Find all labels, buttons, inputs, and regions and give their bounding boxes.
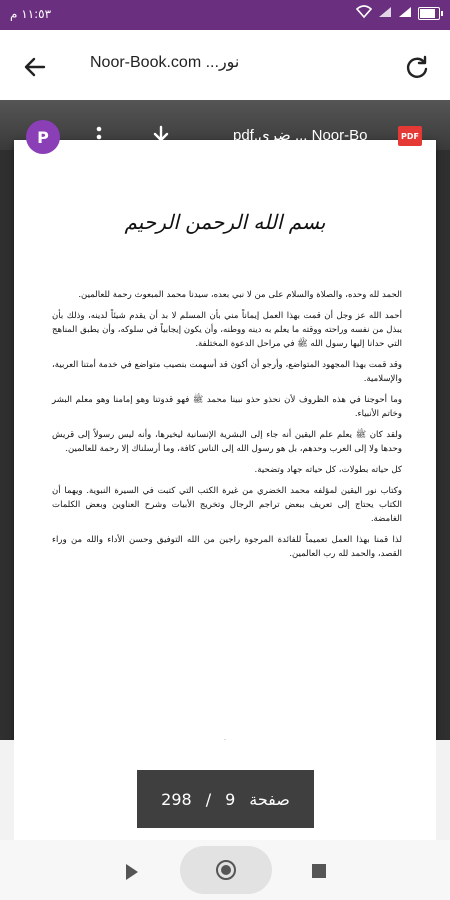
pdf-viewer[interactable]	[0, 100, 450, 840]
page-separator: /	[205, 789, 212, 809]
system-nav-bar	[0, 840, 450, 900]
basmala-heading: بسم الله الرحمن الرحيم	[124, 210, 326, 234]
signal-icon-2	[398, 6, 412, 21]
pdf-page[interactable]	[14, 140, 436, 832]
paragraph: لذا قمنا بهذا العمل تعميماً للفائدة المرجوة راجين من الله التوفيق وحسن الأداء والله من وراء القصد، والحمد لله رب العالمين.	[52, 535, 402, 559]
app-bar	[0, 30, 450, 100]
refresh-icon[interactable]	[402, 52, 432, 82]
status-icons	[356, 5, 440, 22]
paragraph: وقد قمت بهذا المجهود المتواضع، وأرجو أن أكون قد أسهمت بنصيب متواضع في خدمة أمتنا العربية، والإسلامية.	[52, 360, 402, 384]
nav-home-icon[interactable]	[214, 858, 238, 882]
paragraph: وكتاب نور اليقين لمؤلفه محمد الخضري من غيرة الكتب التي كتبت في السيرة النبوية. ويهما أن الكتاب يحتاج إلى تعريف ببعض تراجم الرجال وتخريج الأبيات وشرح العناوين وبعض الكلمات الغامضة.	[52, 486, 402, 524]
page-title: Noor-Book.com ...نور	[90, 54, 240, 71]
page-indicator	[137, 770, 314, 828]
page-current: 9	[225, 789, 236, 809]
battery-fill	[420, 9, 435, 18]
paragraph: ولقد كان ﷺ يعلم علم اليقين أنه جاء إلى البشرية الإنسانية ليخيرها، وأنه ليس رسولاً إلى قريش وحدها ولا إلى العرب وحدهم، بل هو رسول الله إلى الناس كافة، وما أرسلناك إلا رحمة للعالمين.	[52, 430, 402, 454]
more-options-icon[interactable]	[92, 124, 106, 150]
paragraph: كل حياته بطولات، كل حياته جهاد وتضحية.	[254, 465, 402, 475]
page-content	[14, 140, 436, 832]
paragraph: الحمد لله وحده، والصلاة والسلام على من لا نبي بعده، سيدنا محمد المبعوث رحمة للعالمين.	[78, 290, 402, 300]
paragraph: وما أحوجنا في هذه الظروف لأن نحذو حذو نبينا محمد ﷺ فهو قدوتنا وهو إمامنا وهو معلم البشر وخاتم الأنبياء.	[52, 395, 402, 419]
back-arrow-icon[interactable]	[20, 52, 50, 82]
battery-icon	[418, 7, 440, 20]
page-label: صفحة	[249, 789, 290, 809]
pdf-toolbar	[0, 118, 450, 158]
pdf-file-icon: PDF	[398, 126, 422, 146]
page-body-text	[52, 288, 402, 568]
nav-recents-icon[interactable]	[312, 864, 326, 878]
pdf-file-name: pdf.ضري ... Noor-Bo	[233, 127, 368, 144]
nav-back-icon[interactable]	[122, 862, 142, 882]
avatar[interactable]: P	[26, 120, 60, 154]
status-bar	[0, 0, 450, 30]
status-time: ١١:٥٣ م	[10, 7, 52, 21]
wifi-icon	[356, 5, 372, 22]
signal-icon	[378, 6, 392, 21]
download-icon[interactable]	[148, 124, 174, 150]
paragraph: أحمد الله عز وجل أن قمت بهذا العمل إيماناً مني بأن المسلم لا بد أن يقدم شيئاً لدينه، وذلك بأن يبذل من نفسه وراحته ووقته ما يعلم به دينه ووطنه، وأن يكون إيجابياً في سلوكه، وأن يطبق المناهج التي حدانا إليها رسول الله ﷺ في مراحل الدعوة المختلفة.	[52, 311, 402, 349]
page-total: 298	[161, 789, 192, 809]
